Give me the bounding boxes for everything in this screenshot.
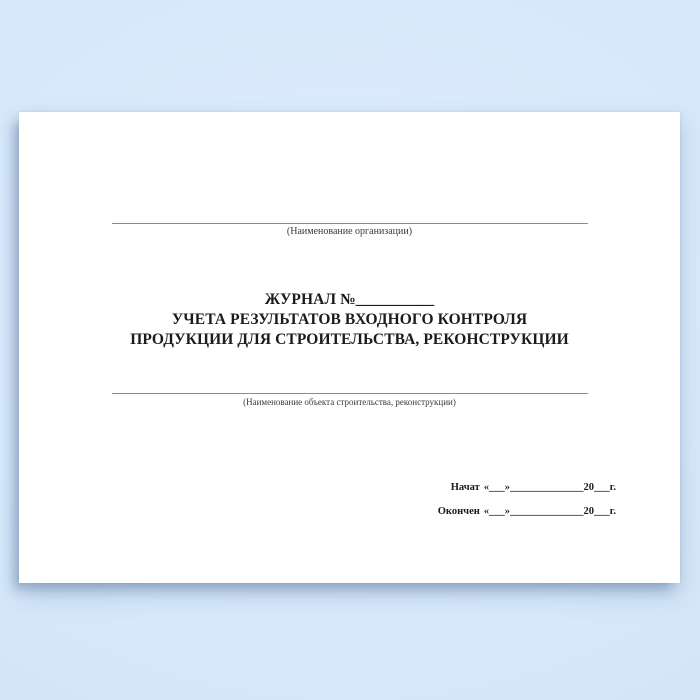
started-row [438, 481, 616, 494]
journal-title [19, 290, 680, 350]
started-value: «___»______________20___г. [483, 482, 616, 493]
journal-dates-block [438, 481, 616, 529]
journal-title-line-2: УЧЕТА РЕЗУЛЬТАТОВ ВХОДНОГО КОНТРОЛЯ [171, 311, 528, 328]
organization-name-caption: (Наименование организации) [286, 226, 413, 237]
journal-title-line-1: ЖУРНАЛ №__________ [264, 291, 435, 308]
construction-object-caption: (Наименование объекта строительства, реконструкции) [243, 397, 456, 407]
finished-label: Окончен [437, 506, 480, 517]
journal-title-line-3: ПРОДУКЦИИ ДЛЯ СТРОИТЕЛЬСТВА, РЕКОНСТРУКЦИИ [130, 331, 569, 348]
finished-value: «___»______________20___г. [483, 506, 616, 517]
construction-object-blank-line [112, 393, 588, 394]
finished-row [438, 505, 616, 518]
organization-name-blank-line [112, 223, 588, 224]
journal-cover-page [19, 112, 680, 583]
started-label: Начат [450, 482, 480, 493]
